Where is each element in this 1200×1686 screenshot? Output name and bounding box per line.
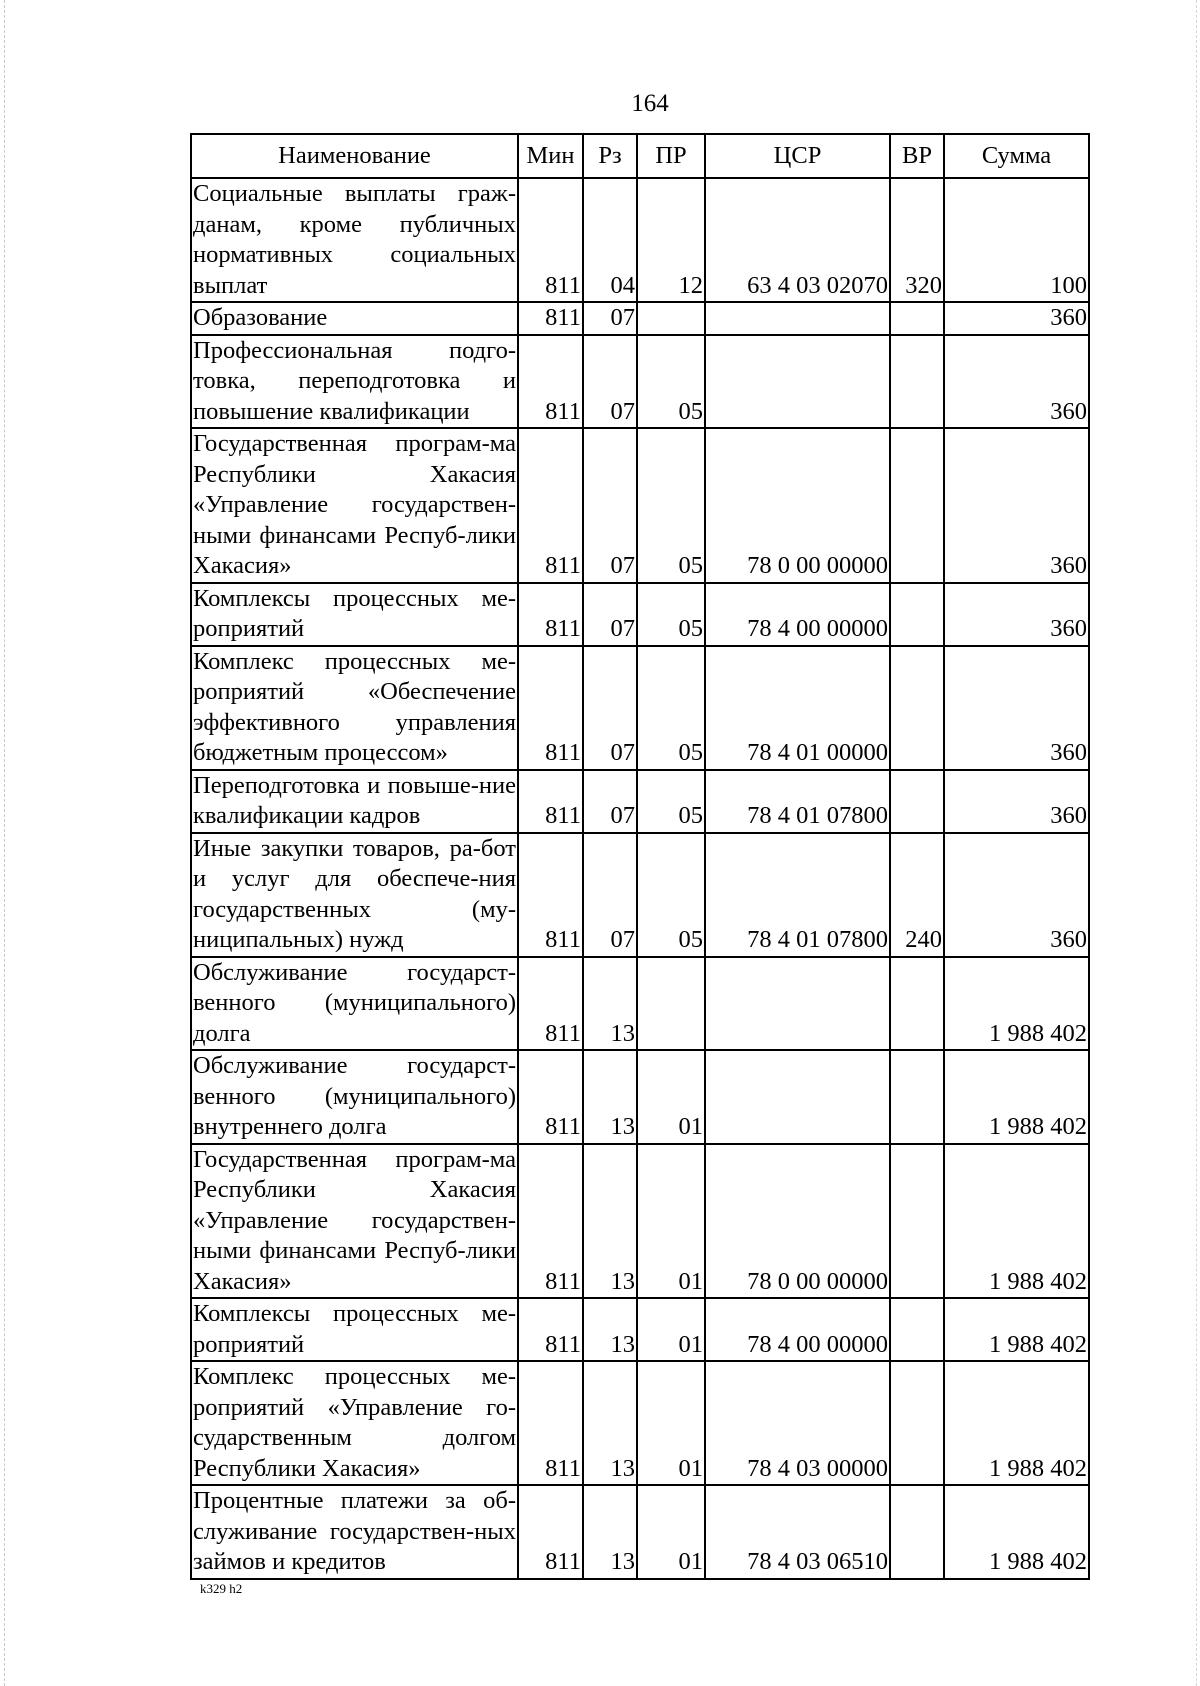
cell-csr: 78 4 03 06510 <box>705 1485 890 1579</box>
budget-table <box>190 133 1090 1580</box>
cell-name: Государственная програм-ма Республики Хакасия «Управление государствен-ными финансами Респуб-лики Хакасия» <box>191 428 518 583</box>
cell-pr: 12 <box>637 178 705 302</box>
cell-sum: 1 988 402 <box>944 1050 1089 1144</box>
cell-vr <box>890 1361 944 1485</box>
cell-min: 811 <box>518 178 583 302</box>
cell-rz: 13 <box>583 957 637 1051</box>
cell-csr <box>705 335 890 429</box>
cell-name: Иные закупки товаров, ра-бот и услуг для обеспече-ния государственных (му-ниципальных) нужд <box>191 833 518 957</box>
cell-pr: 01 <box>637 1361 705 1485</box>
table-row <box>191 770 1089 833</box>
cell-pr: 05 <box>637 770 705 833</box>
cell-csr <box>705 1050 890 1144</box>
cell-pr: 01 <box>637 1485 705 1579</box>
cell-sum: 360 <box>944 833 1089 957</box>
table-row <box>191 833 1089 957</box>
header-sum: Сумма <box>944 134 1089 178</box>
header-pr: ПР <box>637 134 705 178</box>
scan-edge-left <box>4 0 5 1686</box>
cell-rz: 07 <box>583 428 637 583</box>
cell-sum: 1 988 402 <box>944 1298 1089 1361</box>
table-row <box>191 1485 1089 1579</box>
cell-rz: 13 <box>583 1361 637 1485</box>
cell-vr <box>890 957 944 1051</box>
cell-vr: 320 <box>890 178 944 302</box>
cell-name: Образование <box>191 302 518 335</box>
cell-vr <box>890 428 944 583</box>
cell-csr <box>705 957 890 1051</box>
cell-min: 811 <box>518 428 583 583</box>
cell-vr <box>890 1144 944 1299</box>
cell-sum: 360 <box>944 646 1089 770</box>
cell-sum: 360 <box>944 428 1089 583</box>
cell-name: Обслуживание государст-венного (муниципального) внутреннего долга <box>191 1050 518 1144</box>
cell-vr: 240 <box>890 833 944 957</box>
cell-pr: 05 <box>637 583 705 646</box>
cell-min: 811 <box>518 646 583 770</box>
cell-vr <box>890 770 944 833</box>
cell-csr: 78 4 00 00000 <box>705 1298 890 1361</box>
cell-sum: 100 <box>944 178 1089 302</box>
table-body <box>191 178 1089 1579</box>
table-header-row <box>191 134 1089 178</box>
table-row <box>191 1361 1089 1485</box>
cell-csr: 63 4 03 02070 <box>705 178 890 302</box>
cell-name: Обслуживание государст-венного (муниципального) долга <box>191 957 518 1051</box>
cell-csr: 78 4 00 00000 <box>705 583 890 646</box>
cell-rz: 07 <box>583 833 637 957</box>
cell-pr: 01 <box>637 1144 705 1299</box>
header-rz: Рз <box>583 134 637 178</box>
cell-min: 811 <box>518 833 583 957</box>
cell-vr <box>890 1485 944 1579</box>
cell-pr: 05 <box>637 428 705 583</box>
cell-csr: 78 4 01 00000 <box>705 646 890 770</box>
cell-sum: 1 988 402 <box>944 957 1089 1051</box>
header-vr: ВР <box>890 134 944 178</box>
cell-sum: 360 <box>944 335 1089 429</box>
cell-rz: 13 <box>583 1050 637 1144</box>
cell-rz: 07 <box>583 646 637 770</box>
cell-csr: 78 4 03 00000 <box>705 1361 890 1485</box>
cell-rz: 07 <box>583 335 637 429</box>
cell-min: 811 <box>518 957 583 1051</box>
cell-rz: 07 <box>583 302 637 335</box>
table-row <box>191 1298 1089 1361</box>
cell-pr: 01 <box>637 1050 705 1144</box>
cell-csr: 78 4 01 07800 <box>705 833 890 957</box>
table-row <box>191 1144 1089 1299</box>
cell-rz: 07 <box>583 770 637 833</box>
cell-vr <box>890 302 944 335</box>
cell-rz: 07 <box>583 583 637 646</box>
cell-name: Комплексы процессных ме-роприятий <box>191 1298 518 1361</box>
cell-rz: 13 <box>583 1298 637 1361</box>
cell-min: 811 <box>518 770 583 833</box>
cell-rz: 13 <box>583 1485 637 1579</box>
cell-min: 811 <box>518 583 583 646</box>
cell-sum: 1 988 402 <box>944 1144 1089 1299</box>
cell-vr <box>890 646 944 770</box>
table-row <box>191 302 1089 335</box>
cell-csr <box>705 302 890 335</box>
cell-csr: 78 0 00 00000 <box>705 1144 890 1299</box>
table-row <box>191 957 1089 1051</box>
header-name: Наименование <box>191 134 518 178</box>
cell-vr <box>890 1050 944 1144</box>
cell-min: 811 <box>518 302 583 335</box>
cell-vr <box>890 1298 944 1361</box>
cell-name: Комплекс процессных ме-роприятий «Управление го-сударственным долгом Республики Хакасия» <box>191 1361 518 1485</box>
cell-sum: 1 988 402 <box>944 1361 1089 1485</box>
cell-min: 811 <box>518 1361 583 1485</box>
cell-pr: 05 <box>637 833 705 957</box>
cell-sum: 1 988 402 <box>944 1485 1089 1579</box>
cell-pr: 01 <box>637 1298 705 1361</box>
cell-name: Комплекс процессных ме-роприятий «Обеспечение эффективного управления бюджетным процессом» <box>191 646 518 770</box>
cell-min: 811 <box>518 1144 583 1299</box>
table-row <box>191 335 1089 429</box>
cell-min: 811 <box>518 1485 583 1579</box>
cell-sum: 360 <box>944 770 1089 833</box>
cell-name: Комплексы процессных ме-роприятий <box>191 583 518 646</box>
table-row <box>191 178 1089 302</box>
cell-pr: 05 <box>637 335 705 429</box>
cell-name: Процентные платежи за об-служивание государствен-ных займов и кредитов <box>191 1485 518 1579</box>
table-row <box>191 646 1089 770</box>
cell-pr: 05 <box>637 646 705 770</box>
cell-rz: 13 <box>583 1144 637 1299</box>
scan-edge-right <box>1196 0 1197 1686</box>
table-row <box>191 428 1089 583</box>
cell-sum: 360 <box>944 302 1089 335</box>
cell-csr: 78 0 00 00000 <box>705 428 890 583</box>
cell-min: 811 <box>518 1298 583 1361</box>
cell-vr <box>890 335 944 429</box>
cell-min: 811 <box>518 1050 583 1144</box>
cell-name: Социальные выплаты граж-данам, кроме публичных нормативных социальных выплат <box>191 178 518 302</box>
table-row <box>191 583 1089 646</box>
header-csr: ЦСР <box>705 134 890 178</box>
table-row <box>191 1050 1089 1144</box>
cell-name: Государственная програм-ма Республики Хакасия «Управление государствен-ными финансами Респуб-лики Хакасия» <box>191 1144 518 1299</box>
cell-sum: 360 <box>944 583 1089 646</box>
cell-min: 811 <box>518 335 583 429</box>
cell-csr: 78 4 01 07800 <box>705 770 890 833</box>
cell-pr <box>637 302 705 335</box>
cell-name: Профессиональная подго-товка, переподготовка и повышение квалификации <box>191 335 518 429</box>
cell-rz: 04 <box>583 178 637 302</box>
cell-vr <box>890 583 944 646</box>
page-number: 164 <box>631 90 669 117</box>
cell-pr <box>637 957 705 1051</box>
cell-name: Переподготовка и повыше-ние квалификации кадров <box>191 770 518 833</box>
header-min: Мин <box>518 134 583 178</box>
footer-code: k329 h2 <box>200 1581 243 1596</box>
